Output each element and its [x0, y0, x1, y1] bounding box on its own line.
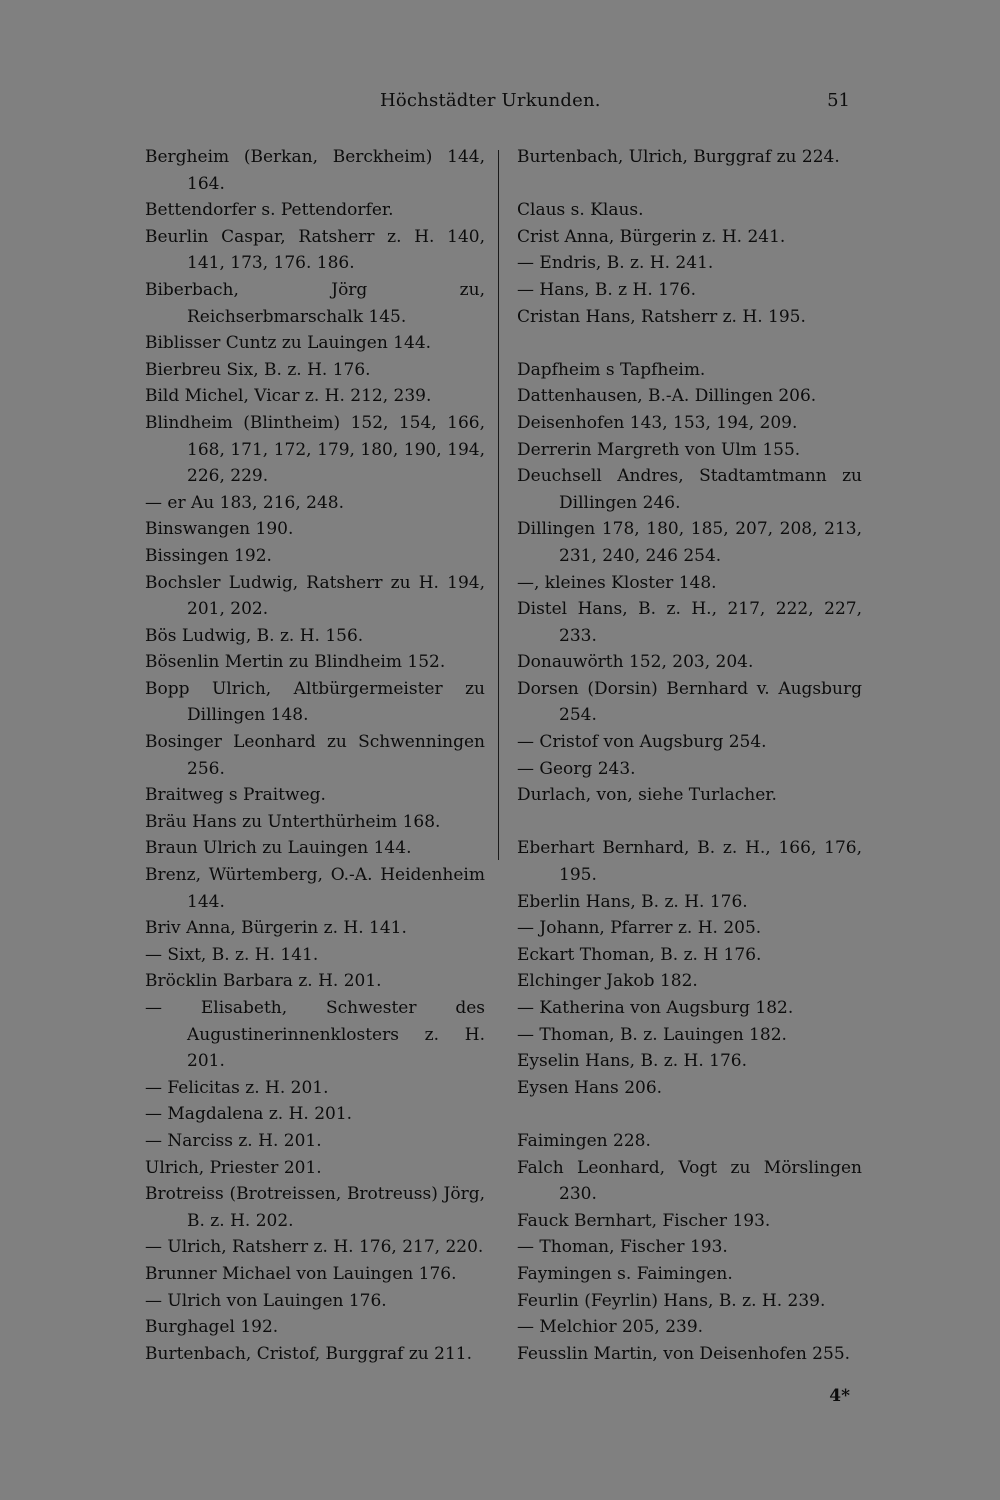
index-entry: Burtenbach, Cristof, Burggraf zu 211. — [145, 1343, 473, 1364]
index-entry: Brunner Michael von Lauingen 176. — [145, 1263, 457, 1284]
index-entry: Bergheim (Berkan, Berckheim) 144, 164. — [145, 147, 485, 194]
index-entry: Bild Michel, Vicar z. H. 212, 239. — [145, 386, 432, 407]
index-entry: Feurlin (Feyrlin) Hans, B. z. H. 239. — [517, 1290, 826, 1311]
index-entry: —, kleines Kloster 148. — [517, 572, 717, 593]
index-entry: — Magdalena z. H. 201. — [145, 1104, 353, 1125]
index-entry: Bösenlin Mertin zu Blindheim 152. — [145, 652, 446, 673]
index-entry: — Felicitas z. H. 201. — [145, 1077, 329, 1098]
running-title: Höchstädter Urkunden. — [380, 90, 601, 111]
index-entry: Bräu Hans zu Unterthürheim 168. — [145, 811, 441, 832]
index-entry: Eberhart Bernhard, B. z. H., 166, 176, 195. — [517, 838, 862, 886]
index-entry: Deuchsell Andres, Stadtamtmann zu Dillingen 246. — [517, 466, 862, 513]
index-entry: Bettendorfer s. Pettendorfer. — [145, 200, 394, 221]
index-entry: — Georg 243. — [517, 758, 636, 779]
index-entry: Faimingen 228. — [517, 1130, 651, 1151]
index-entry: Dorsen (Dorsin) Bernhard v. Augsburg 254. — [517, 678, 862, 726]
index-entry: Derrerin Margreth von Ulm 155. — [517, 439, 801, 460]
index-entry: Burghagel 192. — [145, 1317, 279, 1338]
index-entry: — Ulrich von Lauingen 176. — [145, 1290, 387, 1311]
index-entry: Binswangen 190. — [145, 519, 294, 540]
section-gap — [517, 330, 862, 357]
index-entry: Beurlin Caspar, Ratsherr z. H. 140, 141, 173, 176. 186. — [145, 226, 485, 274]
index-entry: Cristan Hans, Ratsherr z. H. 195. — [517, 306, 806, 327]
index-entry: Bierbreu Six, B. z. H. 176. — [145, 359, 371, 380]
index-entry: Eyselin Hans, B. z. H. 176. — [517, 1051, 748, 1072]
index-entry: Fauck Bernhart, Fischer 193. — [517, 1210, 771, 1231]
index-entry: — Narciss z. H. 201. — [145, 1130, 322, 1151]
index-entry: Brenz, Würtemberg, O.-A. Heidenheim 144. — [145, 865, 485, 912]
index-entry: Bissingen 192. — [145, 545, 272, 566]
index-entry: Crist Anna, Bürgerin z. H. 241. — [517, 226, 786, 247]
index-entry: Faymingen s. Faimingen. — [517, 1263, 733, 1284]
column-divider — [498, 150, 499, 860]
index-entry: Deisenhofen 143, 153, 194, 209. — [517, 412, 798, 433]
index-entry: Bös Ludwig, B. z. H. 156. — [145, 625, 364, 646]
index-entry: Distel Hans, B. z. H., 217, 222, 227, 233. — [517, 599, 862, 646]
index-entry: — Elisabeth, Schwester des Augustinerinnenklosters z. H. 201. — [145, 998, 485, 1072]
index-entry: Falch Leonhard, Vogt zu Mörslingen 230. — [517, 1157, 862, 1205]
index-entry: — Sixt, B. z. H. 141. — [145, 944, 319, 965]
section-gap — [517, 809, 862, 836]
index-entry: Bröcklin Barbara z. H. 201. — [145, 971, 382, 992]
index-entry: Ulrich, Priester 201. — [145, 1157, 322, 1178]
index-entry: — Katherina von Augsburg 182. — [517, 998, 794, 1018]
index-entry: Brotreiss (Brotreissen, Brotreuss) Jörg, B. z. H. 202. — [145, 1184, 485, 1231]
index-entry: Burtenbach, Ulrich, Burggraf zu 224. — [517, 147, 840, 167]
section-gap — [517, 171, 862, 198]
index-entry: — Thoman, B. z. Lauingen 182. — [517, 1024, 787, 1045]
index-entry: Eysen Hans 206. — [517, 1077, 663, 1098]
index-entry: — Melchior 205, 239. — [517, 1317, 704, 1338]
index-entry: — Johann, Pfarrer z. H. 205. — [517, 918, 762, 939]
index-entry: Feusslin Martin, von Deisenhofen 255. — [517, 1343, 851, 1364]
index-entry: Elchinger Jakob 182. — [517, 971, 698, 992]
index-entry: Braun Ulrich zu Lauingen 144. — [145, 838, 412, 859]
index-entry: Bopp Ulrich, Altbürgermeister zu Dillingen 148. — [145, 678, 485, 726]
index-entry: Bochsler Ludwig, Ratsherr zu H. 194, 201, 202. — [145, 572, 485, 620]
index-column-right — [517, 144, 862, 1367]
index-entry: Biberbach, Jörg zu, Reichserbmarschalk 145. — [145, 279, 485, 327]
index-entry: Durlach, von, siehe Turlacher. — [517, 785, 777, 806]
index-entry: Braitweg s Praitweg. — [145, 785, 326, 806]
index-entry: — Endris, B. z. H. 241. — [517, 253, 714, 274]
index-entry: Briv Anna, Bürgerin z. H. 141. — [145, 918, 407, 939]
index-entry: Eckart Thoman, B. z. H 176. — [517, 944, 762, 965]
section-gap — [517, 1101, 862, 1128]
index-column-left — [145, 144, 485, 1367]
page-number: 51 — [827, 90, 850, 111]
index-entry: Donauwörth 152, 203, 204. — [517, 652, 754, 673]
index-entry: Blindheim (Blintheim) 152, 154, 166, 168, 171, 172, 179, 180, 190, 194, 226, 229. — [145, 412, 485, 487]
index-entry: Claus s. Klaus. — [517, 200, 644, 221]
index-entry: — er Au 183, 216, 248. — [145, 492, 344, 513]
index-entry: Eberlin Hans, B. z. H. 176. — [517, 891, 748, 912]
index-entry: Dillingen 178, 180, 185, 207, 208, 213, 231, 240, 246 254. — [517, 519, 862, 566]
index-entry: — Thoman, Fischer 193. — [517, 1237, 728, 1258]
signature-mark: 4* — [829, 1386, 850, 1406]
index-entry: Dattenhausen, B.-A. Dillingen 206. — [517, 386, 817, 407]
index-entry: Bosinger Leonhard zu Schwenningen 256. — [145, 732, 485, 779]
index-entry: Biblisser Cuntz zu Lauingen 144. — [145, 333, 432, 354]
index-entry: — Hans, B. z H. 176. — [517, 279, 696, 300]
index-entry: Dapfheim s Tapfheim. — [517, 359, 706, 380]
index-entry: — Ulrich, Ratsherr z. H. 176, 217, 220. — [145, 1237, 484, 1258]
index-entry: — Cristof von Augsburg 254. — [517, 732, 767, 753]
